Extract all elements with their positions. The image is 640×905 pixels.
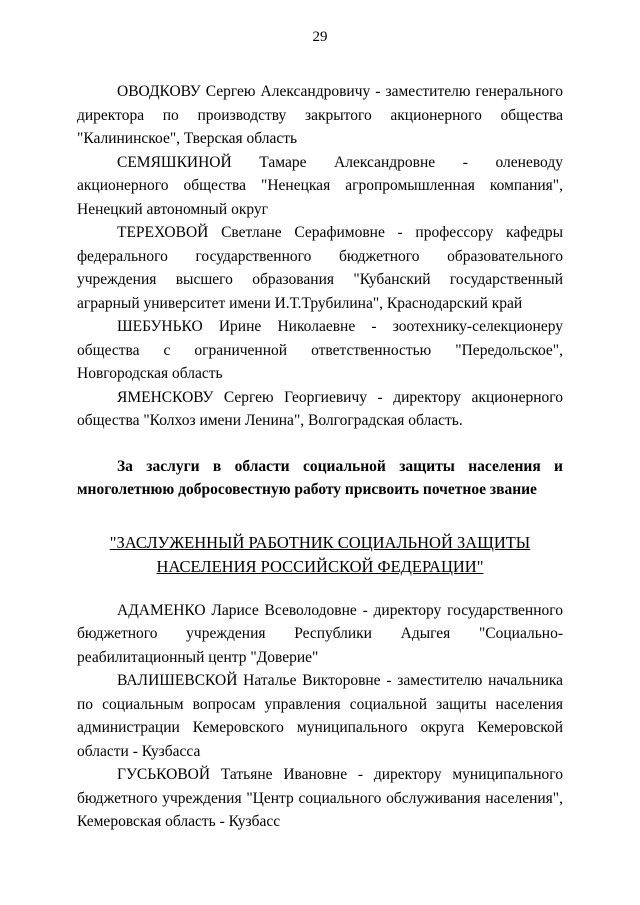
award-intro: За заслуги в области социальной защиты населения и многолетнюю добросовестную работу присвоить почетное звание — [77, 457, 563, 498]
awardee-paragraph: ШЕБУНЬКО Ирине Николаевне - зоотехнику-селекционеру общества с ограниченной ответственностью "Передольское", Новгородская область — [77, 318, 563, 382]
awardee-paragraph: ТЕРЕХОВОЙ Светлане Серафимовне - профессору кафедры федерального государственного бюджетного образовательного учреждения высшего образования "Кубанский государственный аграрный университет имени И.Т.Трубилина", Краснодарский край — [77, 224, 563, 312]
awardee-paragraph: ВАЛИШЕВСКОЙ Наталье Викторовне - заместителю начальника по социальным вопросам управления социальной защиты населения администрации Кемеровского муниципального округа Кемеровской области - Кузбасса — [77, 672, 563, 760]
document-body — [77, 80, 563, 834]
awardee-paragraph: ОВОДКОВУ Сергею Александровичу - заместителю генерального директора по производству закрытого акционерного общества "Калининское", Тверская область — [77, 83, 563, 147]
awardee-paragraph: АДАМЕНКО Ларисе Всеволодовне - директору государственного бюджетного учреждения Республики Адыгея "Социально-реабилитационный центр "Доверие" — [77, 601, 563, 666]
awardee-paragraph: СЕМЯШКИНОЙ Тамаре Александровне - оленеводу акционерного общества "Ненецкая агропромышленная компания", Ненецкий автономный округ — [77, 153, 563, 218]
honorary-title-line1: "ЗАСЛУЖЕННЫЙ РАБОТНИК СОЦИАЛЬНОЙ ЗАЩИТЫ — [109, 532, 531, 552]
honorary-title-line2: НАСЕЛЕНИЯ РОССИЙСКОЙ ФЕДЕРАЦИИ" — [156, 556, 484, 576]
awardee-paragraph: ЯМЕНСКОВУ Сергею Георгиевичу - директору акционерного общества "Колхоз имени Ленина", Волгоградская область. — [77, 388, 563, 429]
awardee-paragraph: ГУСЬКОВОЙ Татьяне Ивановне - директору муниципального бюджетного учреждения "Центр социального обслуживания населения", Кемеровская область - Кузбасс — [77, 766, 563, 830]
honorary-title — [77, 531, 563, 579]
page-number: 29 — [312, 29, 328, 45]
spacer — [77, 579, 563, 599]
